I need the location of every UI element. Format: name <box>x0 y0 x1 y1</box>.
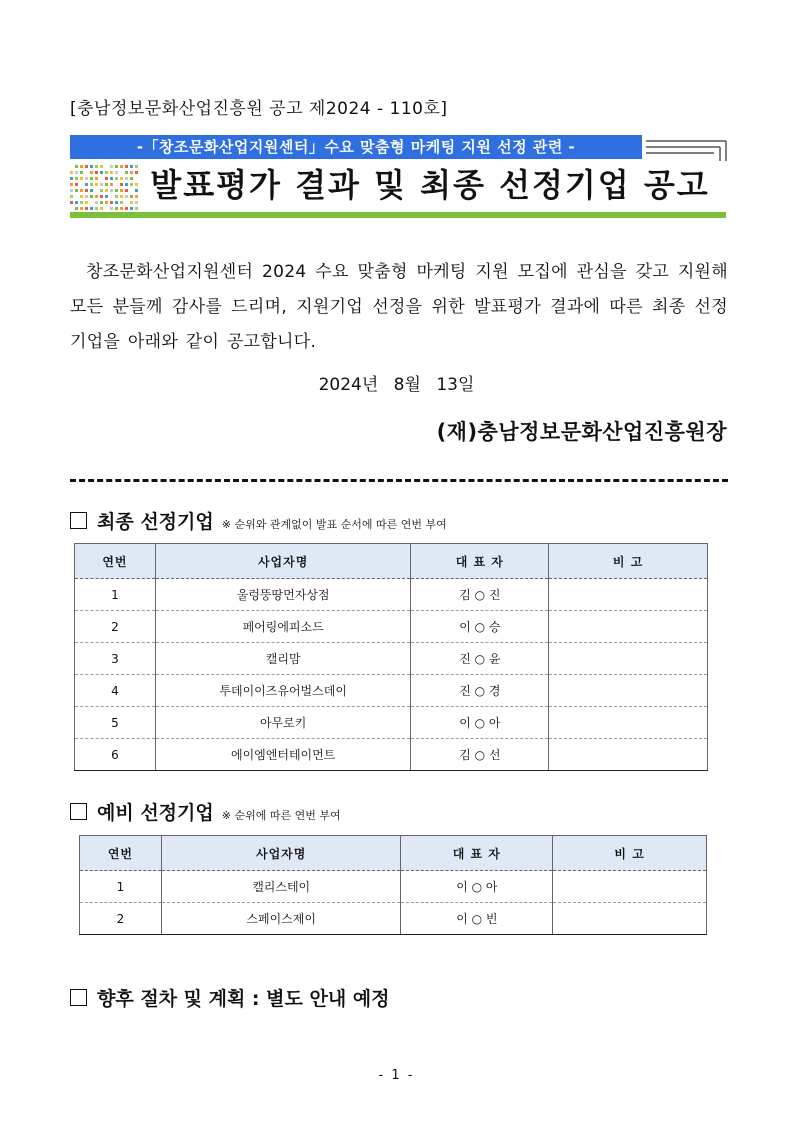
title-underline <box>70 212 726 218</box>
table-row <box>80 871 707 903</box>
logo-dot <box>100 195 103 198</box>
logo-dot <box>80 207 83 210</box>
logo-dot <box>100 189 103 192</box>
logo-dot <box>80 195 83 198</box>
logo-dot <box>115 201 118 204</box>
logo-dot <box>95 207 98 210</box>
table-row <box>75 643 708 675</box>
logo-dot <box>85 207 88 210</box>
logo-dot <box>95 177 98 180</box>
cell-number: 1 <box>80 871 162 903</box>
logo-dot <box>85 195 88 198</box>
cell-remarks <box>549 611 708 643</box>
logo-dot <box>115 165 118 168</box>
logo-dot <box>125 171 128 174</box>
table-row <box>75 611 708 643</box>
logo-dot <box>110 201 113 204</box>
logo-dot <box>75 189 78 192</box>
logo-dot <box>125 195 128 198</box>
cell-remarks <box>549 643 708 675</box>
logo-dot <box>110 189 113 192</box>
logo-dot <box>105 171 108 174</box>
page-number: - 1 - <box>378 1068 415 1083</box>
logo-dot <box>100 171 103 174</box>
logo-dot <box>125 207 128 210</box>
table-row <box>80 903 707 935</box>
final-section-heading <box>70 507 447 534</box>
logo-dot <box>105 177 108 180</box>
logo-dot <box>95 201 98 204</box>
logo-dot <box>105 201 108 204</box>
logo-dot <box>80 189 83 192</box>
cell-number: 3 <box>75 643 156 675</box>
logo-dot <box>135 183 138 186</box>
logo-dot <box>120 165 123 168</box>
cell-remarks <box>553 871 707 903</box>
logo-dot <box>135 201 138 204</box>
logo-dot <box>95 165 98 168</box>
logo-dot <box>100 183 103 186</box>
col-header-remarks: 비 고 <box>553 836 707 871</box>
logo-dot <box>100 165 103 168</box>
logo-dot <box>110 207 113 210</box>
logo-dot <box>130 201 133 204</box>
logo-dot <box>125 165 128 168</box>
logo-dot <box>135 207 138 210</box>
cell-number: 6 <box>75 739 156 771</box>
logo-dot <box>120 201 123 204</box>
logo-dot <box>70 189 73 192</box>
logo-dot <box>85 201 88 204</box>
col-header-company: 사업자명 <box>155 544 411 579</box>
cell-company: 캘리맘 <box>155 643 411 675</box>
checkbox-square-icon <box>70 512 87 529</box>
logo-dot <box>120 183 123 186</box>
cell-representative: 김 ○ 선 <box>411 739 549 771</box>
reserve-companies-table <box>79 835 707 935</box>
page-title: 발표평가 결과 및 최종 선정기업 공고 <box>150 166 710 204</box>
reserve-section-heading <box>70 798 341 825</box>
logo-dot <box>100 201 103 204</box>
logo-dot <box>115 195 118 198</box>
logo-dot <box>115 177 118 180</box>
cell-company: 울렁뚱땅먼자상점 <box>155 579 411 611</box>
notice-date: 2024년 8월 13일 <box>318 375 475 395</box>
cell-representative: 진 ○ 경 <box>411 675 549 707</box>
logo-dot <box>85 177 88 180</box>
cell-number: 4 <box>75 675 156 707</box>
logo-dot <box>95 183 98 186</box>
cell-remarks <box>553 903 707 935</box>
subtitle-banner: -「창조문화산업지원센터」수요 맞춤형 마케팅 지원 선정 관련 - <box>70 135 642 159</box>
logo-dot <box>130 183 133 186</box>
logo-dot <box>70 195 73 198</box>
logo-dot <box>135 171 138 174</box>
checkbox-square-icon <box>70 803 87 820</box>
logo-dot <box>70 201 73 204</box>
dashed-divider <box>70 479 728 482</box>
logo-dot <box>85 165 88 168</box>
organization-name: (재)충남정보문화산업진흥원장 <box>436 420 727 444</box>
logo-dot <box>90 195 93 198</box>
cell-representative: 김 ○ 진 <box>411 579 549 611</box>
logo-dot <box>70 177 73 180</box>
table-row <box>75 675 708 707</box>
cell-company: 캘리스테이 <box>161 871 401 903</box>
logo-dot <box>75 171 78 174</box>
logo-dot <box>90 165 93 168</box>
table-row <box>75 739 708 771</box>
logo-dot <box>120 195 123 198</box>
reserve-heading-text: 예비 선정기업 <box>97 802 214 824</box>
logo-dot <box>135 189 138 192</box>
logo-dot <box>110 165 113 168</box>
cell-number: 2 <box>75 611 156 643</box>
logo-dot <box>90 177 93 180</box>
checkbox-square-icon <box>70 989 87 1006</box>
logo-dot <box>85 183 88 186</box>
logo-dot <box>105 189 108 192</box>
reserve-heading-note: ※ 순위에 따른 연번 부여 <box>221 809 341 822</box>
logo-dot <box>105 195 108 198</box>
cell-company: 투데이이즈유어벌스데이 <box>155 675 411 707</box>
cell-remarks <box>549 579 708 611</box>
cell-representative: 진 ○ 윤 <box>411 643 549 675</box>
logo-dot <box>80 165 83 168</box>
future-plan-heading <box>70 984 390 1011</box>
col-header-representative: 대 표 자 <box>401 836 553 871</box>
logo-dot <box>75 177 78 180</box>
cell-number: 2 <box>80 903 162 935</box>
cell-representative: 이 ○ 빈 <box>401 903 553 935</box>
col-header-number: 연번 <box>80 836 162 871</box>
cell-remarks <box>549 675 708 707</box>
logo-dot <box>130 171 133 174</box>
intro-paragraph: 창조문화산업지원센터 2024 수요 맞춤형 마케팅 지원 모집에 관심을 갖고 지원해 모든 분들께 감사를 드리며, 지원기업 선정을 위한 발표평가 결과에 따른 최종 선정기업을 아래와 같이 공고합니다. <box>70 262 728 352</box>
notice-number: [충남정보문화산업진흥원 공고 제2024 - 110호] <box>70 99 448 119</box>
col-header-remarks: 비 고 <box>549 544 708 579</box>
col-header-company: 사업자명 <box>161 836 401 871</box>
logo-dot <box>80 171 83 174</box>
dot-pattern-logo <box>70 165 142 215</box>
logo-dot <box>95 171 98 174</box>
logo-dot <box>70 171 73 174</box>
cell-company: 에이엠엔터테이먼트 <box>155 739 411 771</box>
logo-dot <box>90 183 93 186</box>
logo-dot <box>130 177 133 180</box>
cell-company: 페어링에피소드 <box>155 611 411 643</box>
logo-dot <box>90 189 93 192</box>
logo-dot <box>100 207 103 210</box>
col-header-number: 연번 <box>75 544 156 579</box>
table-row <box>75 579 708 611</box>
logo-dot <box>125 183 128 186</box>
logo-dot <box>120 207 123 210</box>
logo-dot <box>90 171 93 174</box>
table-row <box>75 707 708 739</box>
cell-company: 아무로키 <box>155 707 411 739</box>
final-heading-note: ※ 순위와 관계없이 발표 순서에 따른 연번 부여 <box>221 518 447 531</box>
logo-dot <box>120 177 123 180</box>
cell-remarks <box>549 739 708 771</box>
logo-dot <box>110 183 113 186</box>
logo-dot <box>130 207 133 210</box>
logo-dot <box>110 177 113 180</box>
logo-dot <box>95 195 98 198</box>
cell-representative: 이 ○ 아 <box>401 871 553 903</box>
logo-dot <box>130 195 133 198</box>
logo-dot <box>80 201 83 204</box>
logo-dot <box>115 189 118 192</box>
final-companies-table <box>74 543 708 771</box>
cell-representative: 이 ○ 아 <box>411 707 549 739</box>
logo-dot <box>75 201 78 204</box>
logo-dot <box>75 165 78 168</box>
final-heading-text: 최종 선정기업 <box>97 511 214 533</box>
logo-dot <box>80 177 83 180</box>
logo-dot <box>115 207 118 210</box>
logo-dot <box>135 165 138 168</box>
future-heading-text: 향후 절차 및 계획 : 별도 안내 예정 <box>97 988 390 1010</box>
logo-dot <box>75 207 78 210</box>
cell-remarks <box>549 707 708 739</box>
col-header-representative: 대 표 자 <box>411 544 549 579</box>
logo-dot <box>125 177 128 180</box>
logo-dot <box>115 171 118 174</box>
logo-dot <box>85 189 88 192</box>
logo-dot <box>135 195 138 198</box>
logo-dot <box>75 183 78 186</box>
logo-dot <box>110 171 113 174</box>
cell-number: 5 <box>75 707 156 739</box>
logo-dot <box>125 189 128 192</box>
cell-representative: 이 ○ 승 <box>411 611 549 643</box>
logo-dot <box>120 189 123 192</box>
cell-company: 스페이스제이 <box>161 903 401 935</box>
logo-dot <box>105 183 108 186</box>
logo-dot <box>90 207 93 210</box>
logo-dot <box>130 165 133 168</box>
cell-number: 1 <box>75 579 156 611</box>
logo-dot <box>70 183 73 186</box>
